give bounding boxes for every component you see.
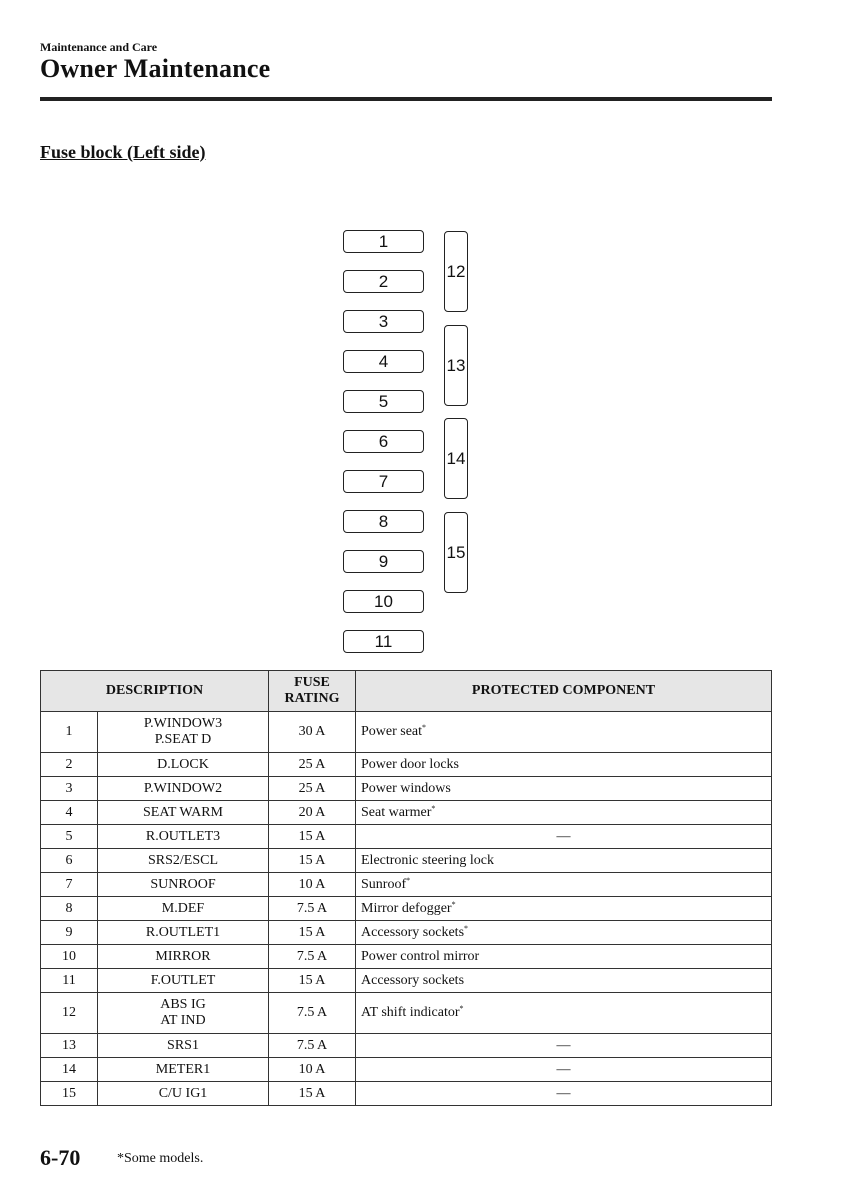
fuse-slot: 1 <box>343 230 424 253</box>
table-row <box>41 993 772 1034</box>
table-row <box>41 921 772 945</box>
component-text: Accessory sockets <box>361 924 465 940</box>
fuse-number: 4 <box>41 801 98 825</box>
fuse-name: METER1 <box>98 1058 269 1082</box>
protected-component <box>356 777 772 801</box>
protected-component <box>356 1034 772 1058</box>
protected-component <box>356 712 772 753</box>
table-row <box>41 1034 772 1058</box>
fuse-slot: 5 <box>343 390 424 413</box>
fuse-name: R.OUTLET3 <box>98 825 269 849</box>
footnote-marker: * <box>464 923 469 933</box>
footnote-marker: * <box>451 899 456 909</box>
fuse-slot: 10 <box>343 590 424 613</box>
component-text: Seat warmer <box>361 804 432 820</box>
fuse-table <box>40 670 772 1106</box>
fuse-number: 13 <box>41 1034 98 1058</box>
fuse-rating: 15 A <box>269 849 356 873</box>
component-text: — <box>556 1037 571 1053</box>
fuse-number: 15 <box>41 1082 98 1106</box>
fuse-rating: 25 A <box>269 753 356 777</box>
table-row <box>41 777 772 801</box>
fuse-rating: 7.5 A <box>269 945 356 969</box>
protected-component <box>356 993 772 1034</box>
fuse-slot: 6 <box>343 430 424 453</box>
table-header-row <box>41 671 772 712</box>
fuse-rating: 15 A <box>269 1082 356 1106</box>
table-row <box>41 897 772 921</box>
fuse-name: P.WINDOW2 <box>98 777 269 801</box>
fuse-slot: 2 <box>343 270 424 293</box>
header-protected-component: PROTECTED COMPONENT <box>356 671 772 712</box>
fuse-slot: 3 <box>343 310 424 333</box>
footnote: *Some models. <box>117 1151 204 1166</box>
header-fuse-rating: FUSE RATING <box>269 671 356 712</box>
component-text: — <box>556 1061 571 1077</box>
fuse-number: 8 <box>41 897 98 921</box>
fuse-rating: 10 A <box>269 1058 356 1082</box>
table-row <box>41 945 772 969</box>
fuse-name: P.WINDOW3 P.SEAT D <box>98 712 269 753</box>
fuse-slot: 11 <box>343 630 424 653</box>
component-text: — <box>556 828 571 844</box>
component-text: Power control mirror <box>361 948 480 964</box>
component-text: Mirror defogger <box>361 900 452 916</box>
section-label: Maintenance and Care <box>40 40 158 54</box>
fuse-name: M.DEF <box>98 897 269 921</box>
table-row <box>41 1082 772 1106</box>
fuse-number: 6 <box>41 849 98 873</box>
protected-component <box>356 1058 772 1082</box>
component-text: AT shift indicator <box>361 1005 460 1020</box>
page-title: Owner Maintenance <box>40 54 271 83</box>
relay-slot: 14 <box>444 418 468 499</box>
fuse-number: 1 <box>41 712 98 753</box>
footnote-marker: * <box>431 803 436 813</box>
component-text: Sunroof <box>361 876 407 892</box>
footnote-marker: * <box>406 875 411 885</box>
fuse-number: 5 <box>41 825 98 849</box>
fuse-rating: 25 A <box>269 777 356 801</box>
fuse-rating: 30 A <box>269 712 356 753</box>
component-text: — <box>556 1085 571 1101</box>
protected-component <box>356 897 772 921</box>
fuse-rating: 10 A <box>269 873 356 897</box>
fuse-slot: 9 <box>343 550 424 573</box>
fuse-number: 12 <box>41 993 98 1034</box>
fuse-number: 9 <box>41 921 98 945</box>
protected-component <box>356 849 772 873</box>
fuse-rating: 20 A <box>269 801 356 825</box>
relay-slot: 12 <box>444 231 468 312</box>
protected-component <box>356 945 772 969</box>
component-text: Accessory sockets <box>361 972 465 988</box>
protected-component <box>356 753 772 777</box>
fuse-rating: 15 A <box>269 921 356 945</box>
fuse-rating: 15 A <box>269 825 356 849</box>
fuse-slot: 4 <box>343 350 424 373</box>
fuse-name: F.OUTLET <box>98 969 269 993</box>
fuse-number: 11 <box>41 969 98 993</box>
table-row <box>41 753 772 777</box>
component-text: Power door locks <box>361 756 459 772</box>
fuse-name: SRS1 <box>98 1034 269 1058</box>
table-row <box>41 825 772 849</box>
protected-component <box>356 825 772 849</box>
fuse-slot: 7 <box>343 470 424 493</box>
fuse-name: C/U IG1 <box>98 1082 269 1106</box>
protected-component <box>356 1082 772 1106</box>
subheading: Fuse block (Left side) <box>40 142 206 162</box>
fuse-number: 10 <box>41 945 98 969</box>
component-text: Power seat <box>361 724 423 739</box>
fuse-name: SEAT WARM <box>98 801 269 825</box>
relay-slot: 13 <box>444 325 468 406</box>
fuse-rating: 7.5 A <box>269 1034 356 1058</box>
fuse-number: 3 <box>41 777 98 801</box>
component-text: Electronic steering lock <box>361 852 494 868</box>
header-description: DESCRIPTION <box>41 671 269 712</box>
protected-component <box>356 801 772 825</box>
fuse-name: R.OUTLET1 <box>98 921 269 945</box>
fuse-number: 2 <box>41 753 98 777</box>
fuse-name: MIRROR <box>98 945 269 969</box>
fuse-name: ABS IG AT IND <box>98 993 269 1034</box>
footnote-marker: * <box>422 723 427 732</box>
fuse-name: SRS2/ESCL <box>98 849 269 873</box>
fuse-number: 14 <box>41 1058 98 1082</box>
table-row <box>41 801 772 825</box>
table-row <box>41 712 772 753</box>
page-number: 6-70 <box>40 1145 81 1170</box>
fuse-rating: 15 A <box>269 969 356 993</box>
protected-component <box>356 921 772 945</box>
fuse-rating: 7.5 A <box>269 897 356 921</box>
table-row <box>41 873 772 897</box>
fuse-rating: 7.5 A <box>269 993 356 1034</box>
relay-slot: 15 <box>444 512 468 593</box>
table-row <box>41 1058 772 1082</box>
protected-component <box>356 873 772 897</box>
component-text: Power windows <box>361 780 451 796</box>
footnote-marker: * <box>459 1004 464 1013</box>
fuse-table-body <box>41 712 772 1106</box>
protected-component <box>356 969 772 993</box>
fuse-number: 7 <box>41 873 98 897</box>
table-row <box>41 969 772 993</box>
table-row <box>41 849 772 873</box>
fuse-name: SUNROOF <box>98 873 269 897</box>
fuse-slot: 8 <box>343 510 424 533</box>
fuse-name: D.LOCK <box>98 753 269 777</box>
